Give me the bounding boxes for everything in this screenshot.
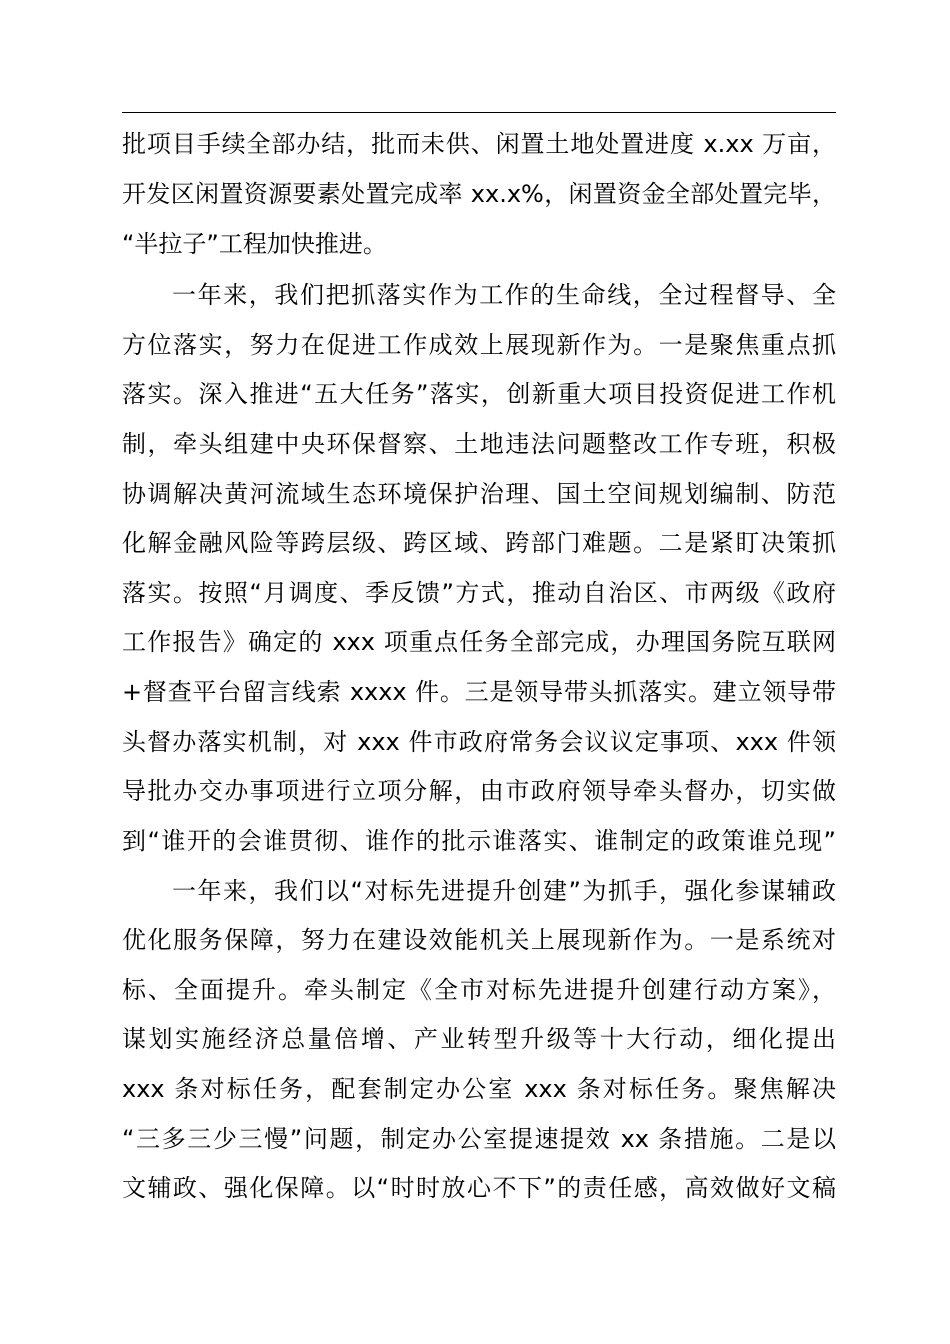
paragraph-line: 一年来，我们把抓落实作为工作的生命线，全过程督导、全 [172,281,836,309]
paragraph-line: 开发区闲置资源要素处置完成率 xx.x%，闲置资金全部处置完毕， [122,180,836,208]
paragraph-line: 工作报告》确定的 xxx 项重点任务全部完成，办理国务院互联网 [122,628,836,656]
paragraph-line: “半拉子”工程加快推进。 [122,230,387,258]
paragraph-line: 落实。深入推进“五大任务”落实，创新重大项目投资促进工作机 [122,380,836,408]
header-divider [122,112,836,113]
paragraph-line: 标、全面提升。牵头制定《全市对标先进提升创建行动方案》， [122,976,836,1004]
paragraph-line: “三多三少三慢”问题，制定办公室提速提效 xx 条措施。二是以 [122,1125,836,1153]
paragraph-line: 谋划实施经济总量倍增、产业转型升级等十大行动，细化提出 [122,1025,836,1053]
paragraph-line: 化解金融风险等跨层级、跨区域、跨部门难题。二是紧盯决策抓 [122,529,836,557]
paragraph-line: 文辅政、强化保障。以“时时放心不下”的责任感，高效做好文稿 [122,1174,836,1202]
paragraph-line: 协调解决黄河流域生态环境保护治理、国土空间规划编制、防范 [122,480,836,508]
paragraph-line: 批项目手续全部办结，批而未供、闲置土地处置进度 x.xx 万亩， [122,130,836,158]
paragraph-line: xxx 条对标任务，配套制定办公室 xxx 条对标任务。聚焦解决 [122,1075,836,1103]
paragraph-line: +督查平台留言线索 xxxx 件。三是领导带头抓落实。建立领导带 [122,678,836,706]
paragraph-line: 到“谁开的会谁贯彻、谁作的批示谁落实、谁制定的政策谁兑现” [122,827,836,855]
paragraph-line: 导批办交办事项进行立项分解，由市政府领导牵头督办，切实做 [122,777,836,805]
paragraph-line: 一年来，我们以“对标先进提升创建”为抓手，强化参谋辅政 [172,877,836,905]
paragraph-line: 落实。按照“月调度、季反馈”方式，推动自治区、市两级《政府 [122,579,836,607]
paragraph-line: 优化服务保障，努力在建设效能机关上展现新作为。一是系统对 [122,926,836,954]
paragraph-line: 方位落实，努力在促进工作成效上展现新作为。一是聚焦重点抓 [122,331,836,359]
paragraph-line: 制，牵头组建中央环保督察、土地违法问题整改工作专班，积极 [122,430,836,458]
paragraph-line: 头督办落实机制，对 xxx 件市政府常务会议议定事项、xxx 件领 [122,728,836,756]
